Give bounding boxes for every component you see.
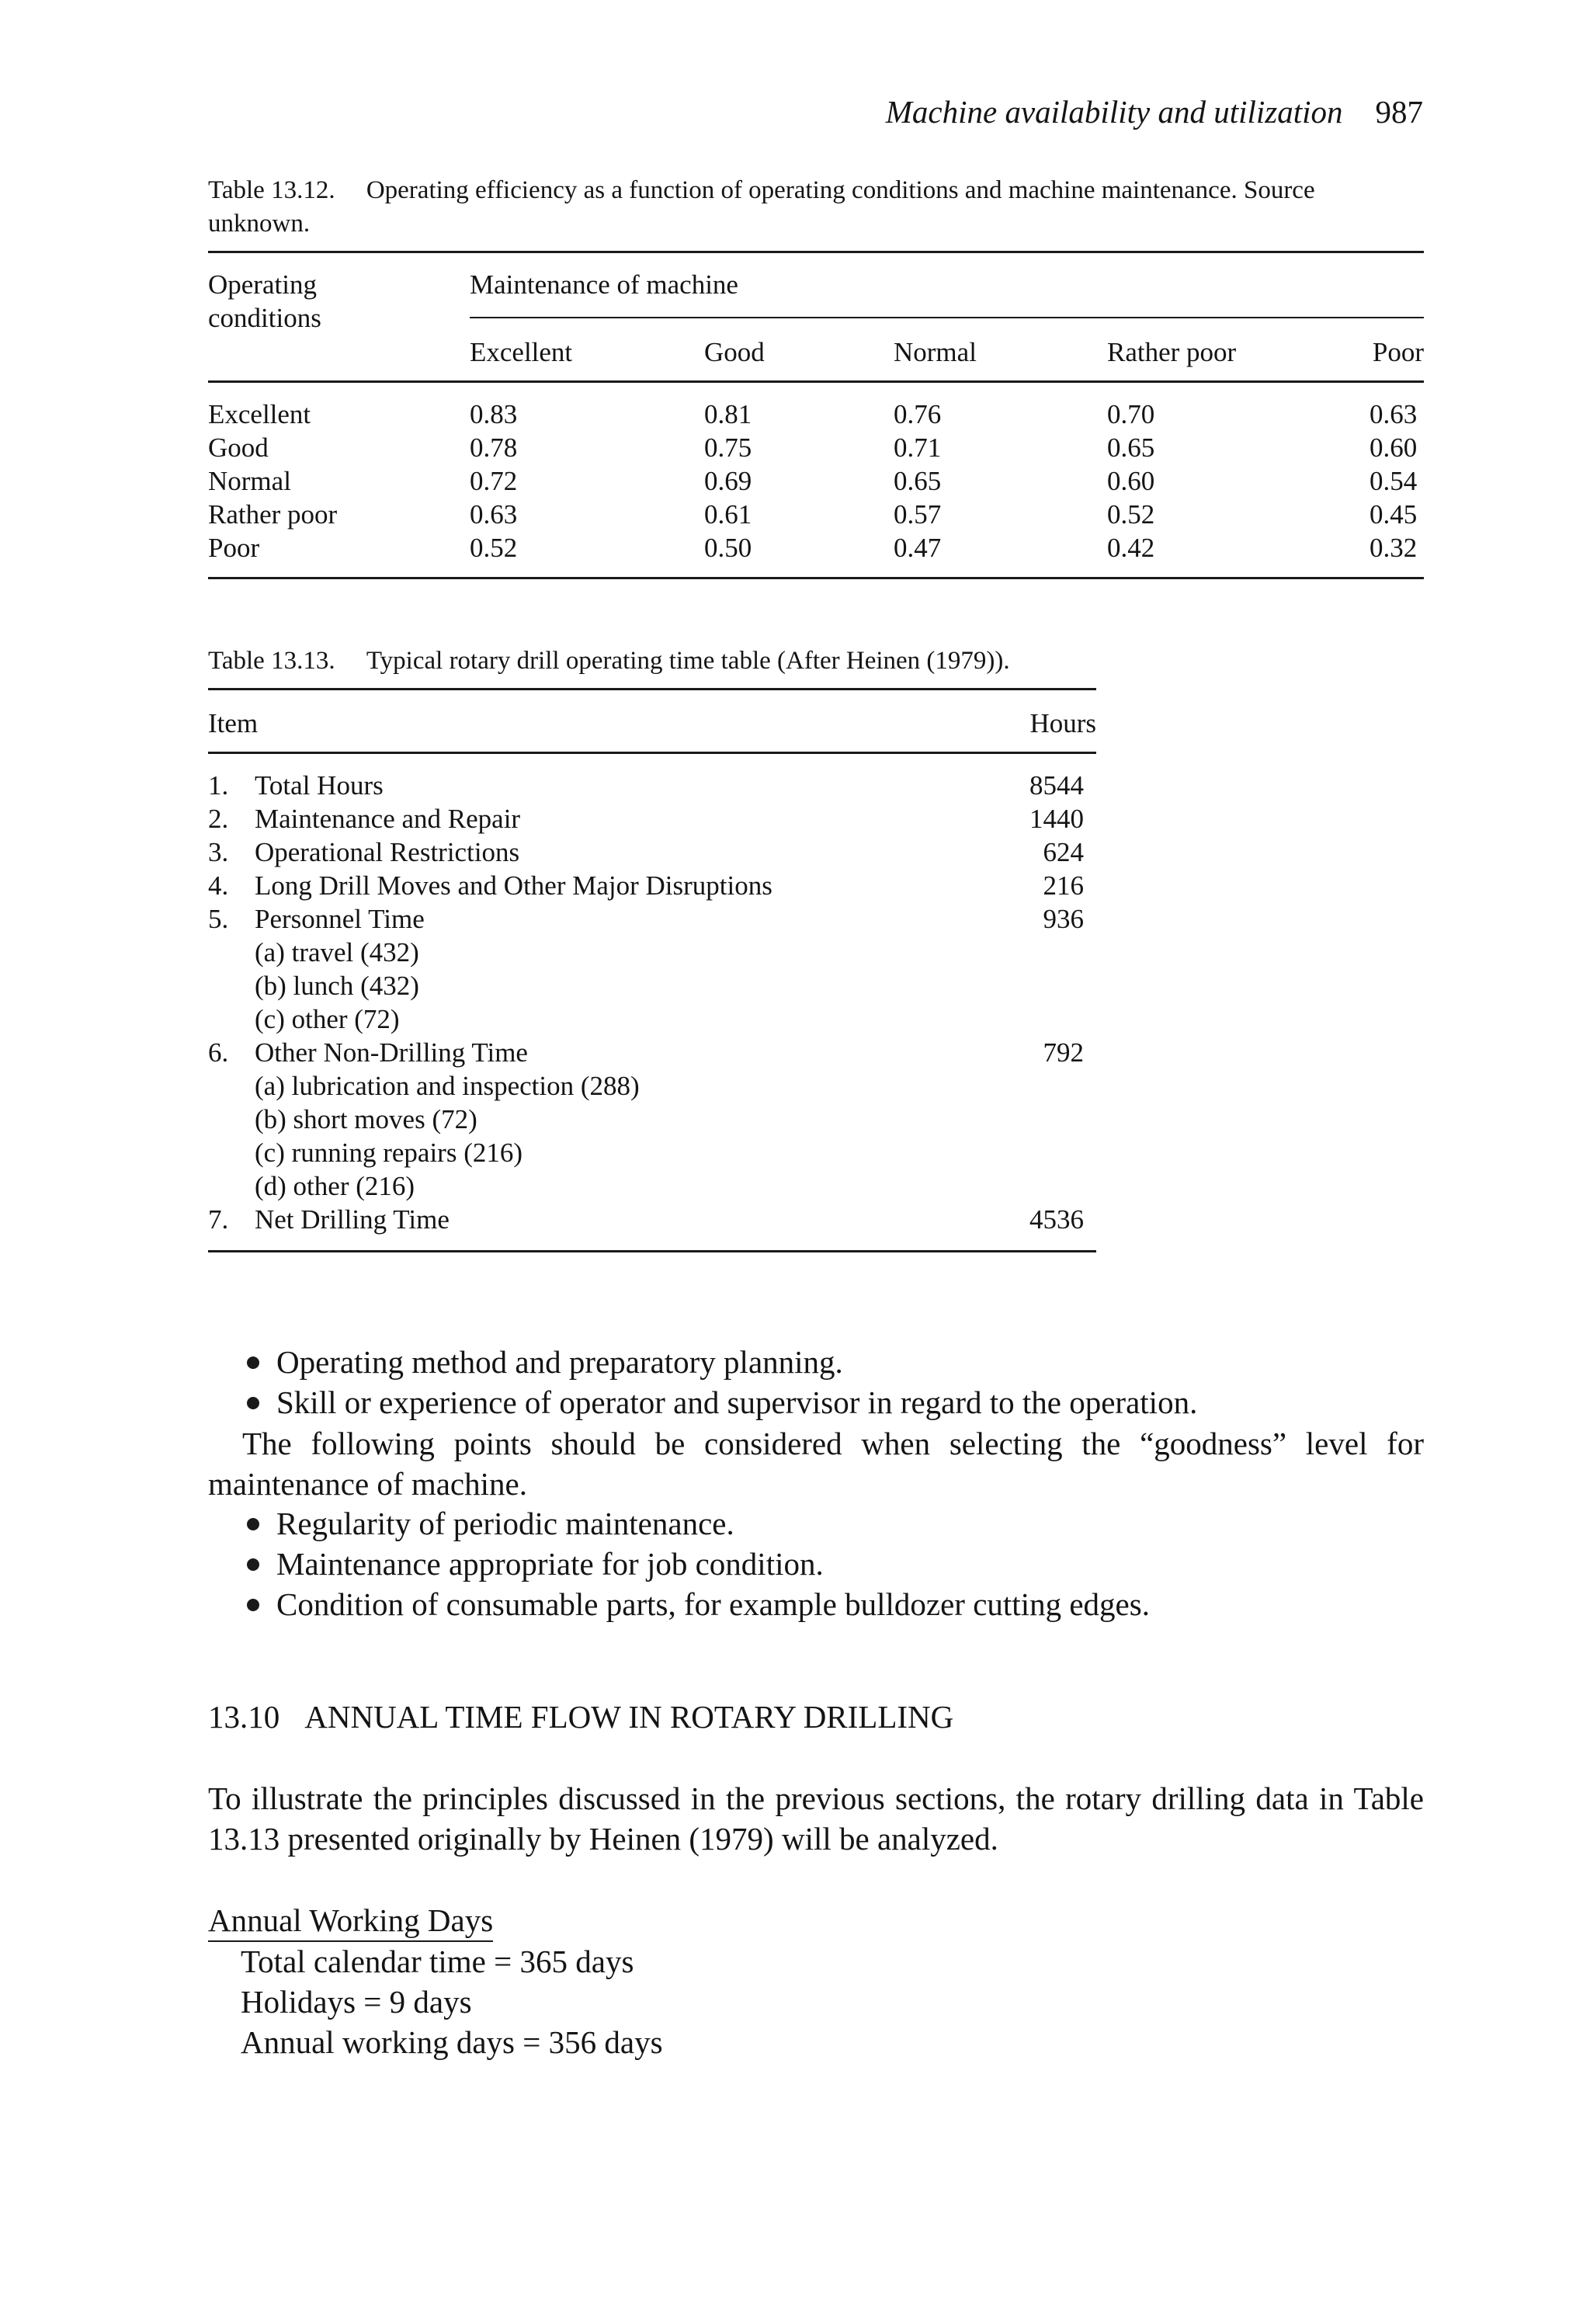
bullet-icon	[247, 1518, 259, 1530]
annual-working-days-heading: Annual Working Days	[208, 1900, 493, 1942]
item-number: 1.	[208, 770, 229, 801]
caption-label: Table 13.13.	[208, 647, 335, 675]
item-text: Net Drilling Time	[255, 1204, 450, 1235]
sub-item-text: (b) lunch (432)	[255, 971, 419, 1001]
paragraph: To illustrate the principles discussed in the previous sections, the rotary drilling data in Table 13.13 presented originally by Heinen (1979) will be analyzed.	[208, 1780, 1424, 1857]
bullet-icon	[247, 1397, 259, 1409]
page-number: 987	[1375, 94, 1423, 130]
table-cell: 0.70	[1107, 399, 1155, 429]
table-cell: 0.83	[470, 399, 518, 429]
bullet-text: Operating method and preparatory planning.	[276, 1344, 843, 1380]
group-header: Maintenance of machine	[470, 269, 738, 300]
row-label: Good	[208, 432, 269, 463]
column-header: Excellent	[470, 337, 573, 367]
bullet-item	[247, 1505, 734, 1542]
table-cell: 0.72	[470, 466, 518, 496]
table-cell: 0.57	[894, 499, 942, 530]
table-cell: 0.50	[704, 533, 752, 563]
sub-item-text: (c) running repairs (216)	[255, 1138, 523, 1168]
caption-text: Typical rotary drill operating time table (After Heinen (1979)).	[366, 647, 1010, 675]
bullet-item	[247, 1545, 824, 1582]
item-text: Long Drill Moves and Other Major Disruptions	[255, 870, 772, 901]
calc-line: Holidays = 9 days	[241, 1984, 472, 2020]
item-text: Maintenance and Repair	[255, 804, 521, 834]
column-header-hours: Hours	[1029, 708, 1096, 738]
column-header: Rather poor	[1107, 337, 1237, 367]
bullet-text: Condition of consumable parts, for example bulldozer cutting edges.	[276, 1586, 1150, 1622]
section-number: 13.10	[208, 1699, 280, 1735]
item-hours: 216	[1043, 870, 1084, 901]
table-cell: 0.81	[704, 399, 752, 429]
row-label: Excellent	[208, 399, 311, 429]
column-header: Good	[704, 337, 765, 367]
item-number: 4.	[208, 870, 229, 901]
row-label: Poor	[208, 533, 260, 563]
bullet-item	[247, 1586, 1150, 1623]
item-text: Operational Restrictions	[255, 837, 520, 867]
table-cell: 0.47	[894, 533, 942, 563]
table-cell: 0.69	[704, 466, 752, 496]
table-cell: 0.65	[894, 466, 942, 496]
sub-item-text: (a) lubrication and inspection (288)	[255, 1071, 640, 1101]
running-header	[886, 93, 1423, 130]
table-cell: 0.60	[1370, 432, 1418, 463]
bullet-icon	[247, 1599, 259, 1611]
caption-text: Operating efficiency as a function of operating conditions and machine maintenance. Source	[366, 176, 1315, 204]
table-cell: 0.65	[1107, 432, 1155, 463]
bullet-text: Regularity of periodic maintenance.	[276, 1506, 734, 1541]
bullet-item	[247, 1384, 1197, 1421]
sub-item-text: (c) other (72)	[255, 1004, 400, 1034]
table-bottom-rule	[208, 577, 1424, 579]
calc-line: Annual working days = 356 days	[241, 2024, 663, 2060]
table-top-rule	[208, 688, 1096, 690]
sub-item-text: (b) short moves (72)	[255, 1104, 477, 1134]
calc-line: Total calendar time = 365 days	[241, 1944, 634, 1979]
column-header-item: Item	[208, 708, 259, 738]
item-text: Other Non-Drilling Time	[255, 1037, 528, 1068]
table-cell: 0.32	[1370, 533, 1418, 563]
column-header: Normal	[894, 337, 977, 367]
item-text: Total Hours	[255, 770, 384, 801]
item-text: Personnel Time	[255, 904, 425, 934]
sub-item-text: (d) other (216)	[255, 1171, 415, 1201]
table-header-rule	[208, 380, 1424, 383]
item-hours: 936	[1043, 904, 1084, 934]
table-top-rule	[208, 251, 1424, 253]
table-cell: 0.63	[470, 499, 518, 530]
chapter-title: Machine availability and utilization	[885, 94, 1343, 130]
item-hours: 8544	[1029, 770, 1084, 801]
table-cell: 0.54	[1370, 466, 1418, 496]
table-cell: 0.61	[704, 499, 752, 530]
item-hours: 4536	[1029, 1204, 1084, 1235]
item-number: 7.	[208, 1204, 229, 1235]
table-cell: 0.71	[894, 432, 942, 463]
item-number: 3.	[208, 837, 229, 867]
bullet-icon	[247, 1558, 259, 1571]
table-cell: 0.63	[1370, 399, 1418, 429]
item-number: 5.	[208, 904, 229, 934]
table-cell: 0.52	[470, 533, 518, 563]
caption-label: Table 13.12.	[208, 176, 335, 204]
item-hours: 1440	[1029, 804, 1084, 834]
table-cell: 0.45	[1370, 499, 1418, 530]
item-number: 6.	[208, 1037, 229, 1068]
table-cell: 0.52	[1107, 499, 1155, 530]
item-hours: 624	[1043, 837, 1084, 867]
bullet-text: Skill or experience of operator and supervisor in regard to the operation.	[276, 1384, 1198, 1420]
row-label: Normal	[208, 466, 291, 496]
sub-item-text: (a) travel (432)	[255, 937, 419, 967]
item-hours: 792	[1043, 1037, 1084, 1068]
table-header-rule	[208, 752, 1096, 754]
section-heading	[208, 1698, 953, 1735]
caption-text-cont: unknown.	[208, 210, 311, 238]
table-cell: 0.42	[1107, 533, 1155, 563]
column-header: Poor	[1372, 337, 1424, 367]
bullet-text: Maintenance appropriate for job condition.	[276, 1546, 824, 1582]
row-header: Operating	[208, 269, 317, 300]
table-cell: 0.76	[894, 399, 942, 429]
table-13-12-caption	[208, 174, 1424, 241]
section-title: ANNUAL TIME FLOW IN ROTARY DRILLING	[304, 1699, 954, 1735]
paragraph: The following points should be considered when selecting the “goodness” level for maintenance of machine.	[208, 1426, 1424, 1502]
table-13-13-caption	[208, 644, 1010, 678]
table-bottom-rule	[208, 1250, 1096, 1252]
row-header: conditions	[208, 303, 321, 333]
bullet-item	[247, 1343, 843, 1381]
group-rule	[470, 317, 1424, 318]
item-number: 2.	[208, 804, 229, 834]
row-label: Rather poor	[208, 499, 338, 530]
table-cell: 0.60	[1107, 466, 1155, 496]
table-cell: 0.78	[470, 432, 518, 463]
table-cell: 0.75	[704, 432, 752, 463]
bullet-icon	[247, 1357, 259, 1369]
